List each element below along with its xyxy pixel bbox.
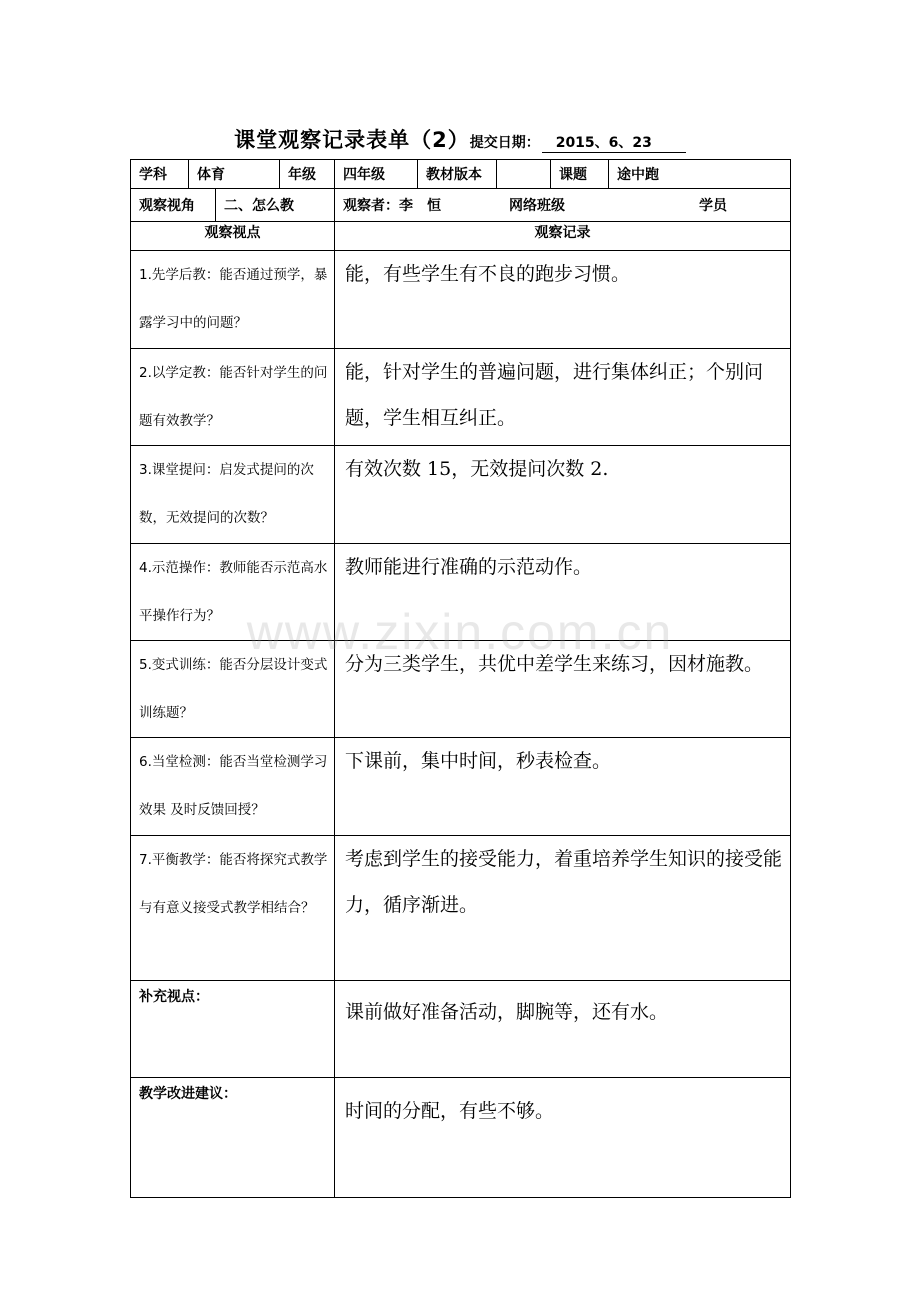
viewpoint-cell: 3.课堂提问：启发式提问的次数，无效提问的次数？ [131, 446, 335, 544]
topic-value: 途中跑 [617, 167, 659, 183]
viewpoint-column-header: 观察视点 [131, 222, 335, 251]
subject-value: 体育 [189, 160, 280, 188]
edition-label: 教材版本 [418, 160, 497, 188]
table-row [131, 836, 791, 981]
observation-table [130, 159, 791, 1198]
date-value: 2015、6、23 [542, 132, 686, 153]
table-row [131, 738, 791, 836]
perspective-label: 观察视角 [131, 189, 216, 221]
perspective-value: 二、怎么教 [216, 189, 335, 221]
viewpoint-cell: 1.先学后教：能否通过预学，暴露学习中的问题？ [131, 251, 335, 349]
table-row [131, 544, 791, 641]
table-row [131, 251, 791, 349]
observer-label: 观察者：李 恒 [343, 198, 441, 214]
table-row [131, 349, 791, 446]
viewpoint-cell: 5.变式训练：能否分层设计变式训练题？ [131, 641, 335, 738]
topic-label: 课题 [551, 160, 609, 188]
header-row-2 [131, 189, 791, 222]
role-label: 学员 [699, 198, 727, 214]
suggestion-label: 教学改进建议： [131, 1078, 335, 1198]
supplement-record: 课前做好准备活动，脚腕等，还有水。 [335, 981, 791, 1078]
record-cell: 教师能进行准确的示范动作。 [335, 544, 791, 641]
record-cell: 有效次数 15，无效提问次数 2. [335, 446, 791, 544]
column-header-row [131, 222, 791, 251]
record-cell: 考虑到学生的接受能力，着重培养学生知识的接受能力，循序渐进。 [335, 836, 791, 981]
viewpoint-cell: 6.当堂检测：能否当堂检测学习效果 及时反馈回授？ [131, 738, 335, 836]
watermark: www.zixin.com.cn [246, 604, 674, 660]
grade-label: 年级 [280, 160, 335, 188]
class-label: 网络班级 [509, 198, 565, 214]
document-title [0, 124, 920, 154]
record-column-header: 观察记录 [335, 222, 791, 251]
suggestion-row [131, 1078, 791, 1198]
supplement-label: 补充视点： [131, 981, 335, 1078]
date-label: 提交日期： [469, 135, 540, 151]
edition-value [497, 160, 551, 188]
record-cell: 下课前，集中时间，秒表检查。 [335, 738, 791, 836]
supplement-row [131, 981, 791, 1078]
header-row-1-cells [131, 160, 790, 188]
record-cell: 能，有些学生有不良的跑步习惯。 [335, 251, 791, 349]
viewpoint-cell: 2.以学定教：能否针对学生的问题有效教学？ [131, 349, 335, 446]
header-row-2-cells [131, 189, 790, 221]
record-cell: 分为三类学生，共优中差学生来练习，因材施教。 [335, 641, 791, 738]
suggestion-record: 时间的分配，有些不够。 [335, 1078, 791, 1198]
table-row [131, 641, 791, 738]
form-title: 课堂观察记录表单（2） [234, 128, 470, 152]
subject-label: 学科 [131, 160, 189, 188]
header-row-1 [131, 160, 791, 189]
grade-value: 四年级 [335, 160, 418, 188]
record-cell: 能，针对学生的普遍问题，进行集体纠正；个别问题，学生相互纠正。 [335, 349, 791, 446]
viewpoint-cell: 4.示范操作：教师能否示范高水平操作行为？ [131, 544, 335, 641]
viewpoint-cell: 7.平衡教学：能否将探究式教学与有意义接受式教学相结合？ [131, 836, 335, 981]
table-row [131, 446, 791, 544]
